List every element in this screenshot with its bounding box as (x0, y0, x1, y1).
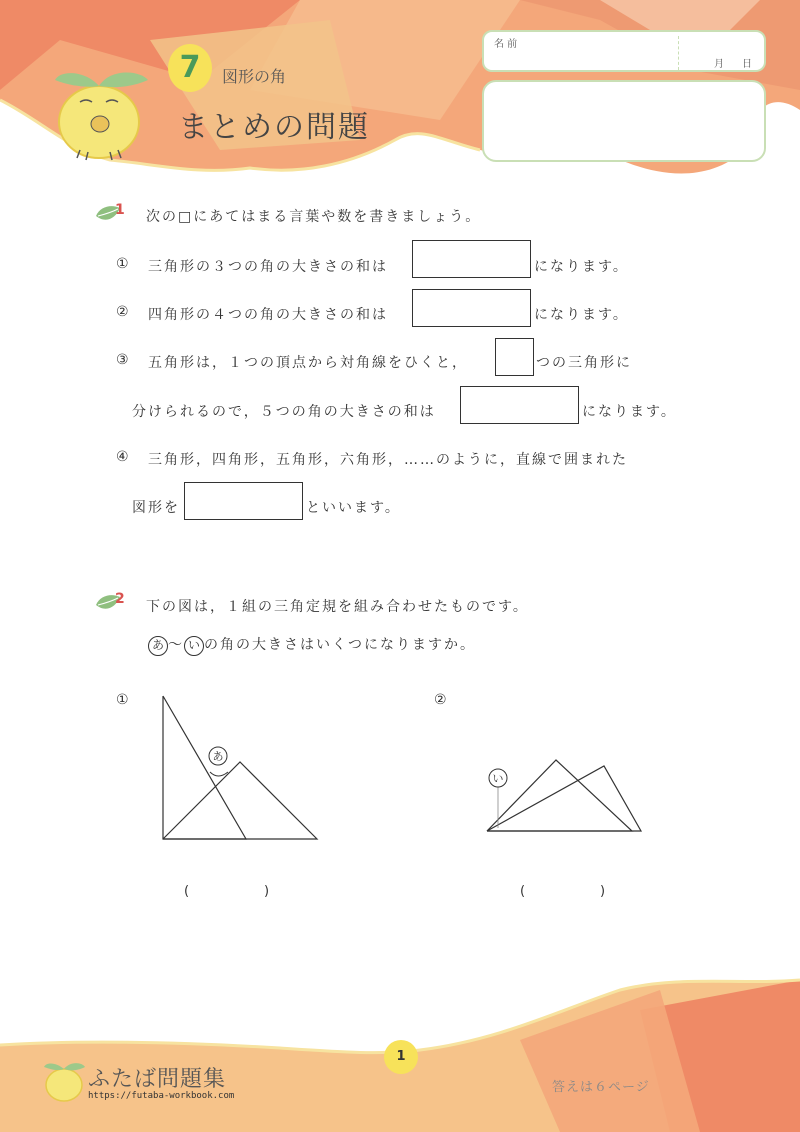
page-number: 1 (384, 1040, 418, 1074)
question-1-number: 1 (115, 202, 125, 218)
item-4-suffix: といいます。 (306, 500, 401, 516)
item-3-line1-suffix: つの三角形に (536, 355, 632, 371)
item-3-count-box[interactable] (495, 338, 534, 376)
question-2-subprompt (148, 634, 476, 656)
brand-name: ふたば問題集 (88, 1067, 227, 1092)
item-4-answer-box[interactable] (184, 482, 303, 520)
item-1-suffix: になります。 (534, 259, 629, 275)
day-label: 日 (742, 59, 752, 70)
answer-2-field[interactable] (532, 878, 592, 904)
angle-a-label: あ (212, 750, 224, 763)
item-1-mark: ① (116, 256, 131, 272)
answer-2-open-paren: ( (520, 884, 526, 899)
item-1-text: 三角形の３つの角の大きさの和は (148, 259, 388, 275)
triangle-30-60 (487, 766, 641, 831)
angle-i-label: い (492, 772, 504, 785)
item-2-mark: ② (116, 304, 131, 320)
brand-url[interactable]: https://futaba-workbook.com (88, 1091, 235, 1101)
item-2-answer-box[interactable] (412, 289, 531, 327)
score-box[interactable] (482, 80, 766, 162)
name-label: 名 前 (494, 39, 518, 50)
item-3-answer-box[interactable] (460, 386, 579, 424)
month-label: 月 (714, 59, 724, 70)
triangle-45 (487, 760, 632, 831)
answer-1-close-paren: ) (264, 884, 270, 899)
item-2-text: 四角形の４つの角の大きさの和は (148, 307, 388, 323)
answer-2-close-paren: ) (600, 884, 606, 899)
item-4-text-line2: 図形を (132, 500, 180, 516)
angle-a-mark: あ (148, 636, 168, 656)
name-field[interactable] (482, 30, 766, 72)
question-1-prompt: 次の□にあてはまる言葉や数を書きましょう。 (146, 209, 482, 225)
item-4-mark: ④ (116, 449, 131, 465)
subprompt-text: の角の大きさはいくつになりますか。 (204, 637, 476, 653)
item-1-answer-box[interactable] (412, 240, 531, 278)
item-2-suffix: になります。 (534, 307, 629, 323)
item-3-text-line2: 分けられるので，５つの角の大きさの和は (132, 404, 436, 420)
lesson-number-badge: 7 (168, 44, 212, 92)
lesson-subtitle: 図形の角 (222, 67, 287, 86)
answer-1-field[interactable] (196, 878, 256, 904)
triangle-45 (163, 762, 317, 839)
answer-1-open-paren: ( (184, 884, 190, 899)
question-2-prompt: 下の図は，１組の三角定規を組み合わせたものです。 (146, 599, 529, 615)
triangle-30-60 (163, 696, 246, 839)
item-4-text-line1: 三角形，四角形，五角形，六角形，……のように，直線で囲まれた (148, 452, 628, 468)
item-3-text-line1: 五角形は，１つの頂点から対角線をひくと， (148, 355, 468, 371)
figure-2-diagram (470, 750, 660, 850)
page-title: まとめの問題 (178, 110, 370, 145)
figure-2-mark: ② (434, 692, 449, 708)
item-3-line2-suffix: になります。 (582, 404, 677, 420)
tilde: 〜 (168, 637, 184, 653)
figure-1-mark: ① (116, 692, 131, 708)
name-divider (678, 36, 679, 70)
question-2-number: 2 (115, 591, 125, 607)
answer-page-note: 答えは６ページ (552, 1080, 650, 1095)
figure-1-diagram (150, 690, 330, 850)
angle-i-mark: い (184, 636, 204, 656)
item-3-mark: ③ (116, 352, 131, 368)
